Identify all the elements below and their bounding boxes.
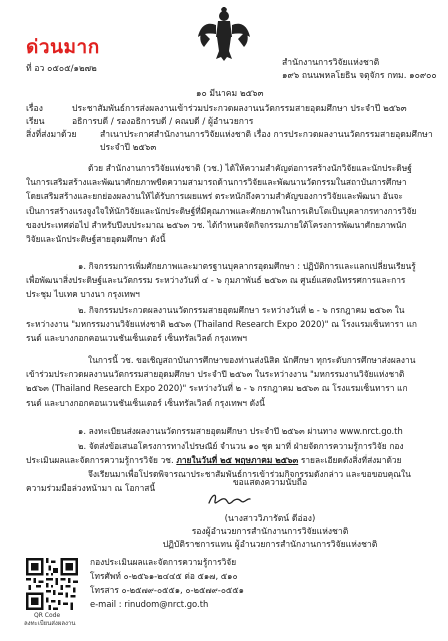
enclosure-text: สำเนาประกาศสำนักงานการวิจัยแห่งชาติ เรื่อง การประกวดผลงานนวัตกรรมสายอุดมศึกษา [100,130,433,140]
activity-item-2: ๒. กิจกรรมประกวดผลงานนวัตกรรมสายอุดมศึกษา ระหว่างวันที่ ๒ - ๖ กรกฎาคม ๒๕๖๓ ในระหว่างงาน "มหกรรมงานวิจัยแห่งชาติ ๒๕๖๓ (Thailand Research Expo 2020)" ณ โรงแรมเซ็นทารา แกรนด์ และบางกอกคอนเวนชันเซ็นเตอร์ เซ็นทรัลเวิลด์ กรุงเทพฯ [26,305,417,344]
contact-division: กองประเมินผลและจัดการความรู้การวิจัย [90,557,237,567]
document-date: ๑๐ มีนาคม ๒๕๖๓ [196,89,264,99]
garuda-emblem-icon [196,7,252,63]
contact-phone: โทรศัพท์ ๐-๒๕๖๑-๒๔๔๕ ต่อ ๕๑๗, ๕๑๐ [90,571,238,581]
closing-phrase: ขอแสดงความนับถือ [232,478,308,488]
qr-code-icon[interactable] [26,558,78,610]
step-2-note: รายละเอียดดังสิ่งที่ส่งมาด้วย [300,455,402,466]
body-paragraph-2: ในการนี้ วช. ขอเชิญสถาบันการศึกษาของท่านส่งนิสิต นักศึกษา ทุกระดับการศึกษาส่งผลงานเข้าร่วมประกวดผลงานนวัตกรรมสายอุดมศึกษา ประจำปี ๒๕๖๓ ในระหว่างงาน "มหกรรมงานวิจัยแห่งชาติ ๒๕๖๓ (Thailand Research Expo 2020)" ระหว่างวันที่ ๒ - ๖ กรกฎาคม ๒๕๖๓ ณ โรงแรมเซ็นทารา แกรนด์ และบางกอกคอนเวนชันเซ็นเตอร์ เซ็นทรัลเวิลด์ กรุงเทพฯ ดังนี้ [26,355,416,408]
document-number: ที่ อว ๐๕๐๕/๑๒๗๒ [26,64,97,74]
subject-label: เรื่อง [26,104,43,114]
step-2-text: ๒. จัดส่งข้อเสนอโครงการทางไปรษณีย์ จำนวน ๑๐ ชุด มาที่ ฝ่ายจัดการความรู้การวิจัย กองประเมินผลและจัดการความรู้การวิจัย วช. [26,441,404,466]
step-2 [26,439,420,467]
activity-item-1: ๑. กิจกรรมการเพิ่มศักยภาพและมาตรฐานบุคลากรอุดมศึกษา : ปฏิบัติการและแลกเปลี่ยนเรียนรู้เพื่อพัฒนาสิ่งประดิษฐ์และนวัตกรรม ระหว่างวันที่ ๔ - ๖ กุมภาพันธ์ ๒๕๖๓ ณ ศูนย์แสดงนิทรรศการและการประชุม ไบเทค บางนา กรุงเทพฯ [26,261,416,300]
closing-paragraph: จึงเรียนมาเพื่อโปรดพิจารณาประชาสัมพันธ์การเข้าร่วมกิจกรรมดังกล่าว และขอขอบคุณในความร่วมมือล่วงหน้ามา ณ โอกาสนี้ [26,469,411,494]
signer-title: รองผู้อำนวยการสำนักงานการวิจัยแห่งชาติ [191,527,349,537]
enclosure-text-2: ประจำปี ๒๕๖๓ [100,143,157,153]
contact-email: e-mail : rinudom@nrct.go.th [90,599,209,609]
urgent-label: ด่วนมาก [26,36,100,58]
qr-caption: QR Code [34,612,61,619]
contact-fax: โทรสาร ๐-๒๕๗๙-๐๕๕๑, ๐-๒๕๗๙-๐๕๕๑ [90,585,244,595]
to-label: เรียน [26,117,45,127]
to-text: อธิการบดี / รองอธิการบดี / คณบดี / ผู้อำนวยการ [72,117,254,127]
qr-caption-register: ลงทะเบียนส่งผลงาน [24,620,76,627]
organization-address: ๑๙๖ ถนนพหลโยธิน จตุจักร กทม. ๑๐๙๐๐ [282,71,437,81]
issuing-organization: สำนักงานการวิจัยแห่งชาติ [282,58,380,68]
signer-name: (นางสาววิภารัตน์ ดีอ่อง) [224,514,316,524]
step-1: ๑. ลงทะเบียนส่งผลงานนวัตกรรมสายอุดมศึกษา ประจำปี ๒๕๖๓ ผ่านทาง www.nrct.go.th [78,426,403,436]
subject-text: ประชาสัมพันธ์การส่งผลงานเข้าร่วมประกวดผลงานนวัตกรรมสายอุดมศึกษา ประจำปี ๒๕๖๓ [72,104,407,114]
handwritten-signature-icon [205,489,253,511]
body-paragraph-1: ด้วย สำนักงานการวิจัยแห่งชาติ (วช.) ได้ให้ความสำคัญต่อการสร้างนักวิจัยและนักประดิษฐ์ในการเสริมสร้างและพัฒนาศักยภาพขีดความสามารถด้านการวิจัยและพัฒนานวัตกรรมในสถาบันการศึกษา โดยเสริมสร้างและยกย่องผลงานให้ได้รับการเผยแพร่ ตระหนักถึงความสำคัญของการวิจัยและพัฒนา อันจะเป็นการสร้างแรงจูงใจให้นักวิจัยและนักประดิษฐ์ที่มีคุณภาพและศักยภาพในการเติบโตเป็นบุคลากรทางการวิจัยของประเทศต่อไป สำหรับปีงบประมาณ ๒๕๖๓ วช. ได้กำหนดจัดกิจกรรมภายใต้โครงการพัฒนาศักยภาพนักวิจัยและนักประดิษฐ์สายอุดมศึกษา ดังนี้ [26,163,417,245]
signer-title-acting: ปฏิบัติราชการแทน ผู้อำนวยการสำนักงานการวิจัยแห่งชาติ [162,540,378,550]
submission-deadline: ภายในวันที่ ๒๕ พฤษภาคม ๒๕๖๓ [176,455,299,466]
enclosure-label: สิ่งที่ส่งมาด้วย [26,130,77,140]
